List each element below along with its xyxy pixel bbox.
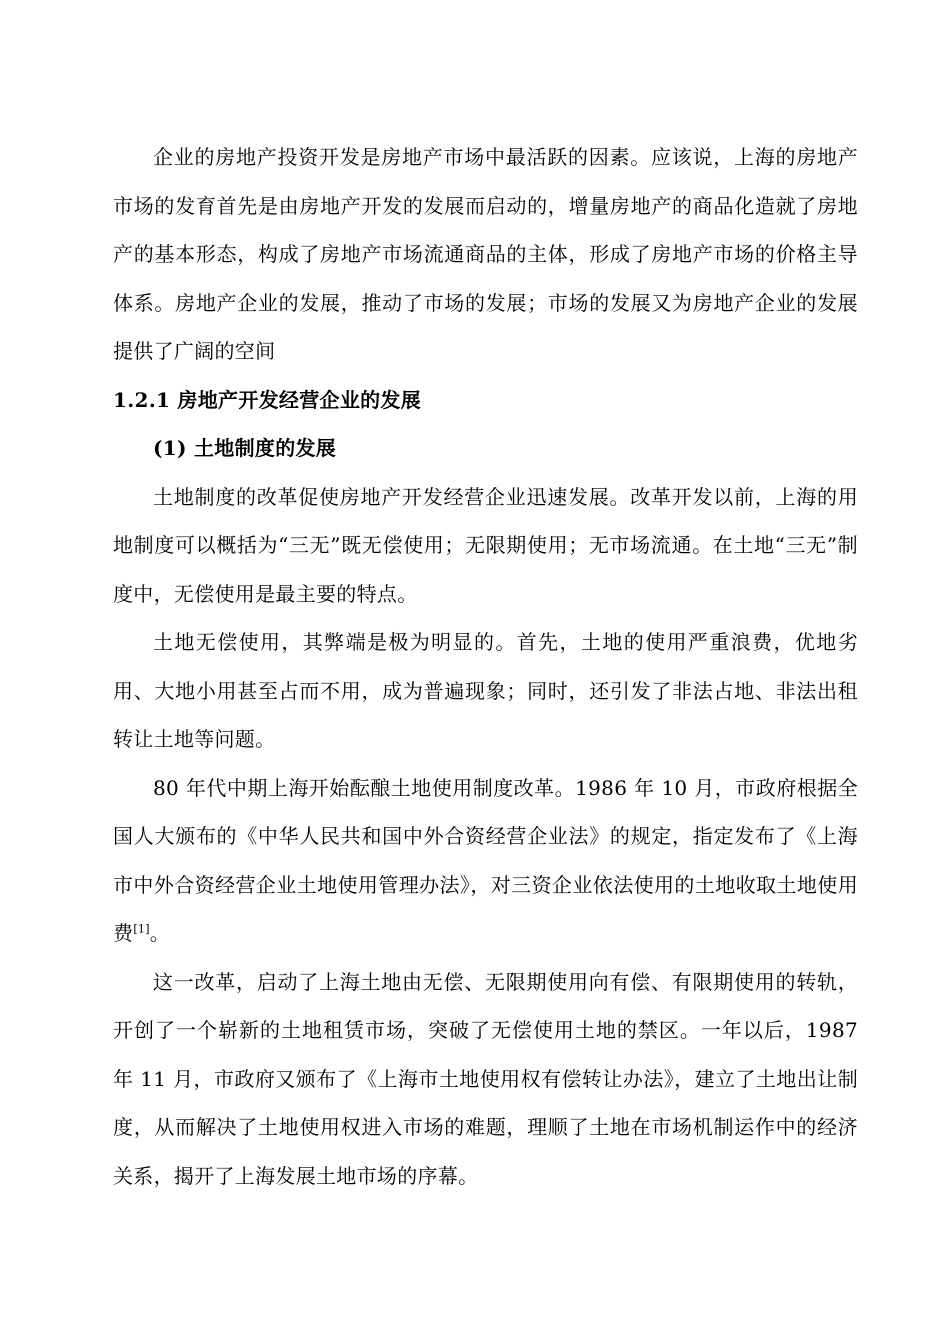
citation-reference[interactable]: [1] [133,922,150,936]
paragraph-1986-reform [113,764,858,958]
paragraph-reform-impact: 这一改革，启动了上海土地由无偿、无限期使用向有偿、有限期使用的转轨，开创了一个崭新的土地租赁市场，突破了无偿使用土地的禁区。一年以后，1987 年 11 月，市政府又颁布了《上海市土地使用权有偿转让办法》，建立了土地出让制度，从而解决了土地使用权进入市场的难题，理顺了土地在市场机制运作中的经济关系，揭开了上海发展土地市场的序幕。 [113,969,858,1188]
paragraph-free-use-drawbacks: 土地无偿使用，其弊端是极为明显的。首先，土地的使用严重浪费，优地劣用、大地小用甚至占而不用，成为普遍现象；同时，还引发了非法占地、非法出租转让土地等问题。 [113,630,858,751]
paragraph-1986-text: 80 年代中期上海开始酝酿土地使用制度改革。1986 年 10 月，市政府根据全国人大颁布的《中华人民共和国中外合资经营企业法》的规定，指定发布了《上海市中外合资经营企业土地使用管理办法》，对三资企业依法使用的土地收取土地使用费 [113,775,858,945]
paragraph-1986-end: 。 [149,921,171,945]
paragraph-intro: 企业的房地产投资开发是房地产市场中最活跃的因素。应该说，上海的房地产市场的发育首先是由房地产开发的发展而启动的，增量房地产的商品化造就了房地产的基本形态，构成了房地产市场流通商品的主体，形成了房地产市场的价格主导体系。房地产企业的发展，推动了市场的发展；市场的发展又为房地产企业的发展提供了广阔的空间 [113,145,858,363]
document-body [113,133,858,1200]
paragraph-land-reform: 土地制度的改革促使房地产开发经营企业迅速发展。改革开发以前，上海的用地制度可以概括为“三无”既无偿使用；无限期使用；无市场流通。在土地“三无”制度中，无偿使用是最主要的特点。 [113,484,858,606]
section-heading-1-2-1: 1.2.1 房地产开发经营企业的发展 [113,387,422,412]
subsection-heading-land-system: (1) 土地制度的发展 [153,436,337,460]
